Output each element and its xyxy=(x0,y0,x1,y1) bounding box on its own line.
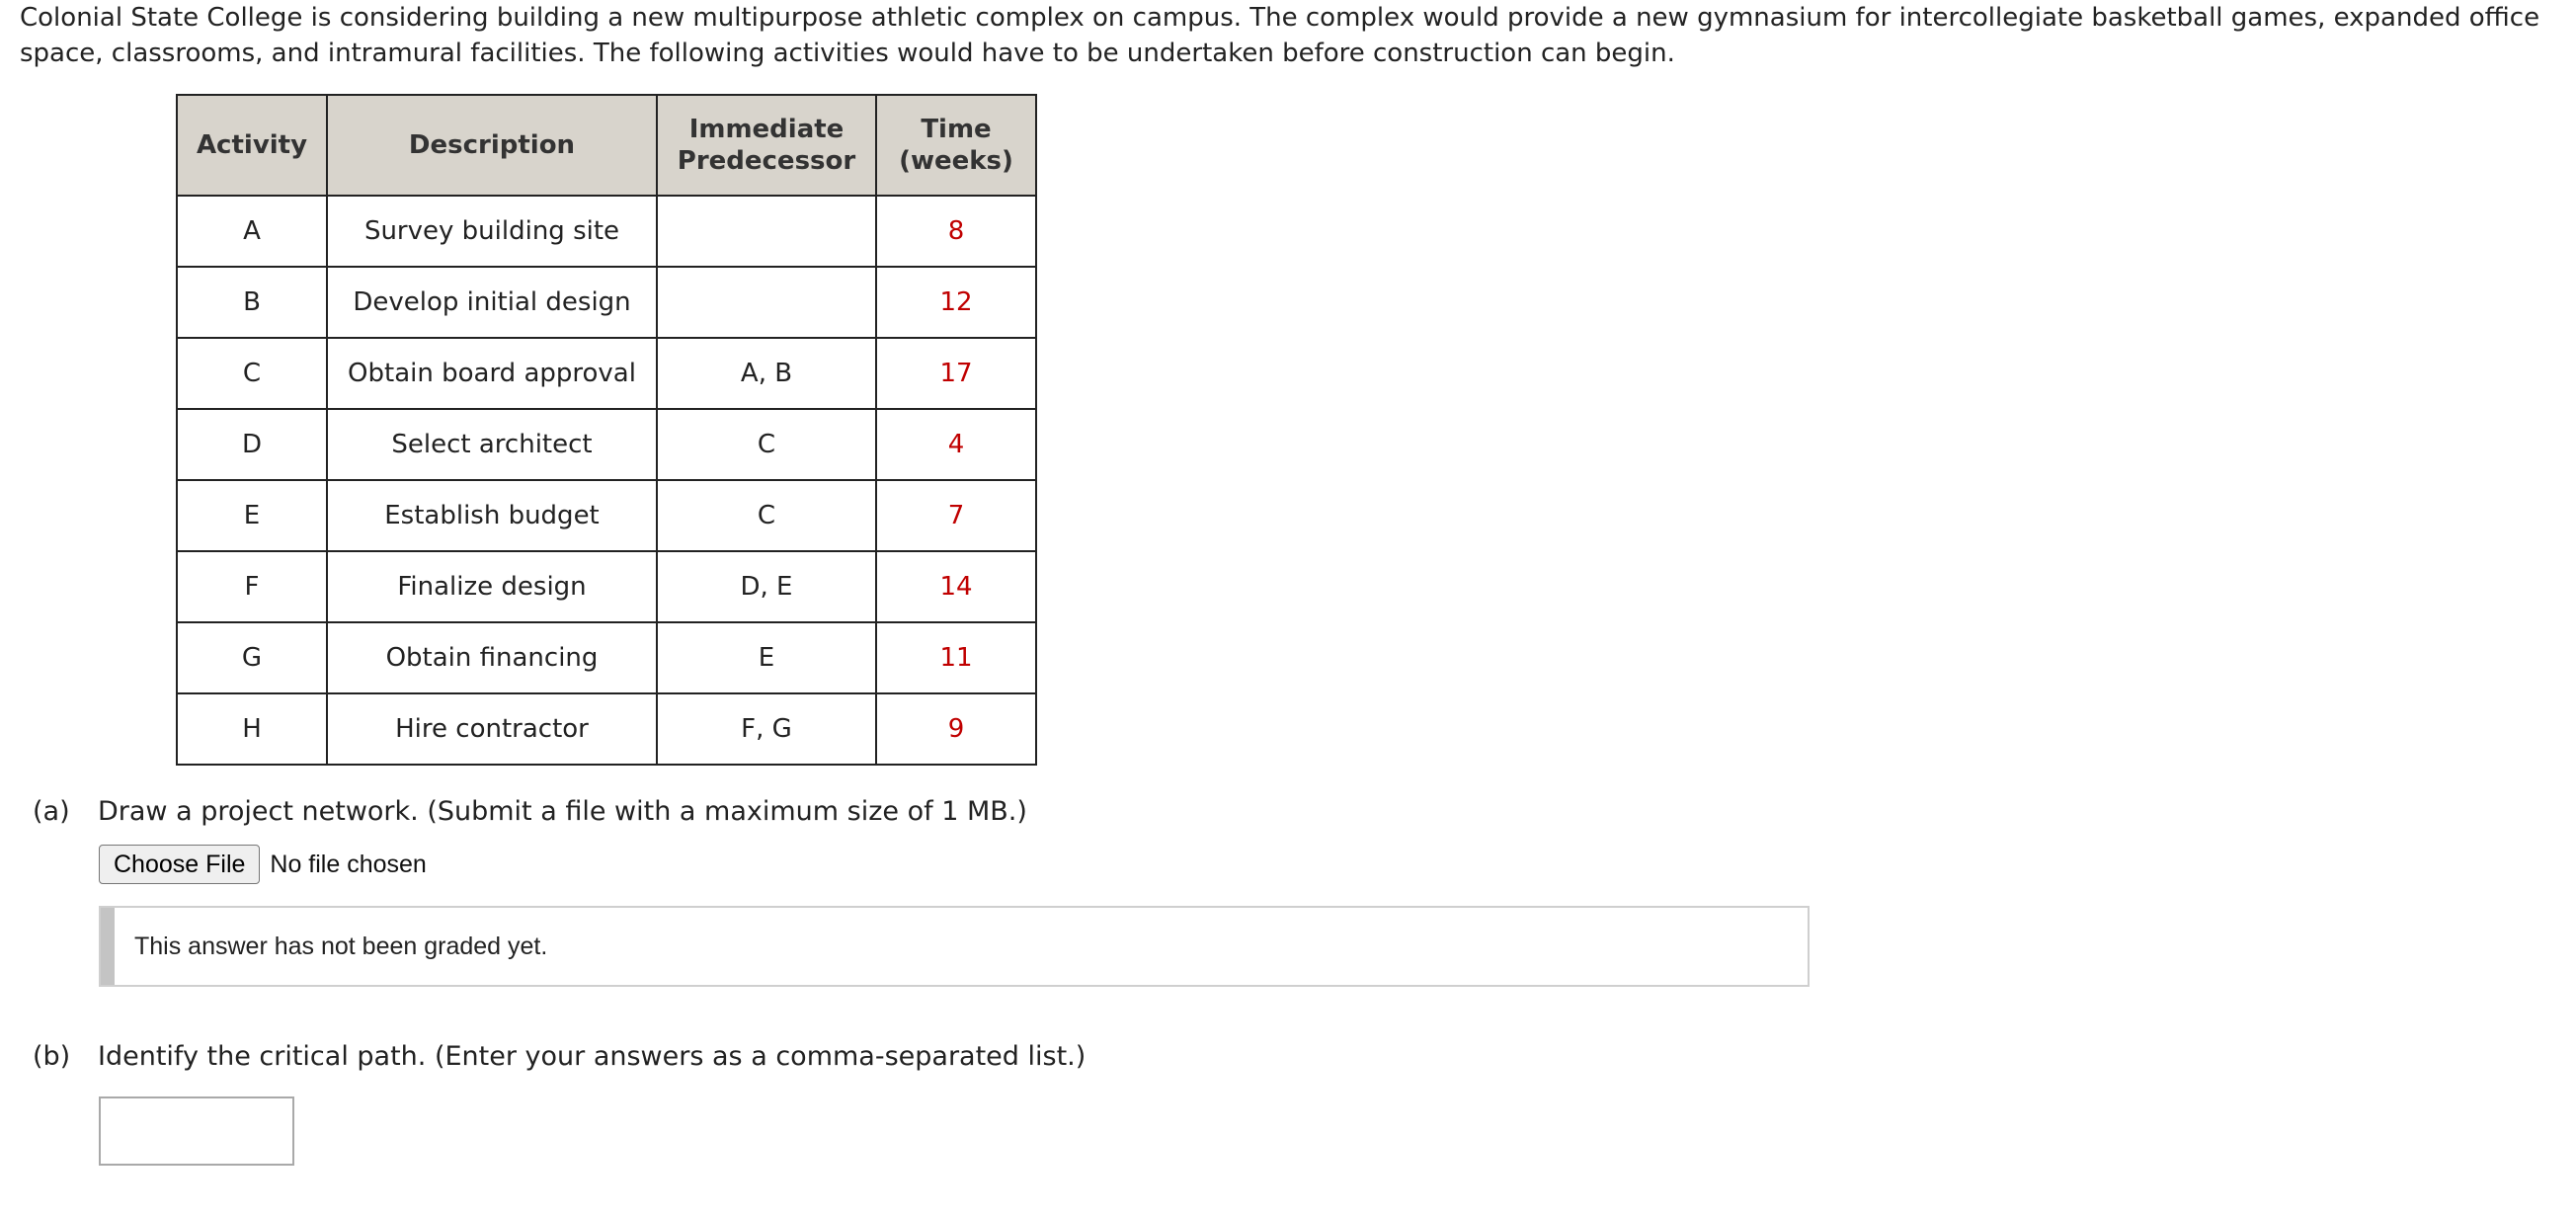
predecessor-cell xyxy=(657,196,876,267)
predecessor-cell: F, G xyxy=(657,693,876,765)
choose-file-button[interactable]: Choose File xyxy=(99,845,260,884)
header-predecessor-line2: Predecessor xyxy=(677,146,856,176)
activity-cell: C xyxy=(177,338,327,409)
part-a-letter: (a) xyxy=(33,796,70,827)
table-row xyxy=(177,267,1036,338)
description-cell: Select architect xyxy=(327,409,657,480)
part-a-text: Draw a project network. (Submit a file with a maximum size of 1 MB.) xyxy=(98,796,1027,827)
table-row xyxy=(177,480,1036,551)
table-header-row xyxy=(177,95,1036,196)
time-cell: 4 xyxy=(876,409,1036,480)
time-cell: 7 xyxy=(876,480,1036,551)
description-cell: Obtain board approval xyxy=(327,338,657,409)
part-a-question xyxy=(33,794,1027,830)
header-description: Description xyxy=(327,95,657,196)
activity-cell: G xyxy=(177,622,327,693)
table-row xyxy=(177,338,1036,409)
part-b-question xyxy=(33,1039,1086,1075)
critical-path-input[interactable] xyxy=(99,1096,294,1166)
header-predecessor xyxy=(657,95,876,196)
activity-cell: A xyxy=(177,196,327,267)
activity-cell: H xyxy=(177,693,327,765)
time-cell: 14 xyxy=(876,551,1036,622)
predecessor-cell: C xyxy=(657,409,876,480)
file-upload xyxy=(99,845,427,884)
description-cell: Hire contractor xyxy=(327,693,657,765)
part-b-text: Identify the critical path. (Enter your answers as a comma-separated list.) xyxy=(98,1041,1087,1072)
problem-intro: Colonial State College is considering building a new multipurpose athletic complex on campus. The complex would provide a new gymnasium for intercollegiate basketball games, expanded office space, classrooms, and intramural facilities. The following activities would have to be undertaken before construction can begin. xyxy=(20,3,2540,68)
grade-status-box xyxy=(99,906,1810,987)
no-file-chosen-text: No file chosen xyxy=(270,850,427,878)
header-time-line1: Time xyxy=(921,115,992,144)
predecessor-cell xyxy=(657,267,876,338)
header-activity: Activity xyxy=(177,95,327,196)
description-cell: Establish budget xyxy=(327,480,657,551)
header-time-line2: (weeks) xyxy=(899,146,1013,176)
header-time xyxy=(876,95,1036,196)
activity-cell: F xyxy=(177,551,327,622)
activity-cell: E xyxy=(177,480,327,551)
table-row xyxy=(177,409,1036,480)
predecessor-cell: D, E xyxy=(657,551,876,622)
table-row xyxy=(177,551,1036,622)
activity-table xyxy=(176,94,1037,766)
grade-status-bar xyxy=(101,908,115,985)
predecessor-cell: A, B xyxy=(657,338,876,409)
predecessor-cell: E xyxy=(657,622,876,693)
time-cell: 12 xyxy=(876,267,1036,338)
description-cell: Finalize design xyxy=(327,551,657,622)
activity-cell: B xyxy=(177,267,327,338)
description-cell: Obtain financing xyxy=(327,622,657,693)
time-cell: 9 xyxy=(876,693,1036,765)
predecessor-cell: C xyxy=(657,480,876,551)
time-cell: 17 xyxy=(876,338,1036,409)
table-row xyxy=(177,196,1036,267)
grade-status-text: This answer has not been graded yet. xyxy=(134,932,548,960)
description-cell: Survey building site xyxy=(327,196,657,267)
header-predecessor-line1: Immediate xyxy=(688,115,845,144)
table-row xyxy=(177,693,1036,765)
time-cell: 11 xyxy=(876,622,1036,693)
activity-cell: D xyxy=(177,409,327,480)
description-cell: Develop initial design xyxy=(327,267,657,338)
part-b-letter: (b) xyxy=(33,1041,71,1072)
table-row xyxy=(177,622,1036,693)
time-cell: 8 xyxy=(876,196,1036,267)
